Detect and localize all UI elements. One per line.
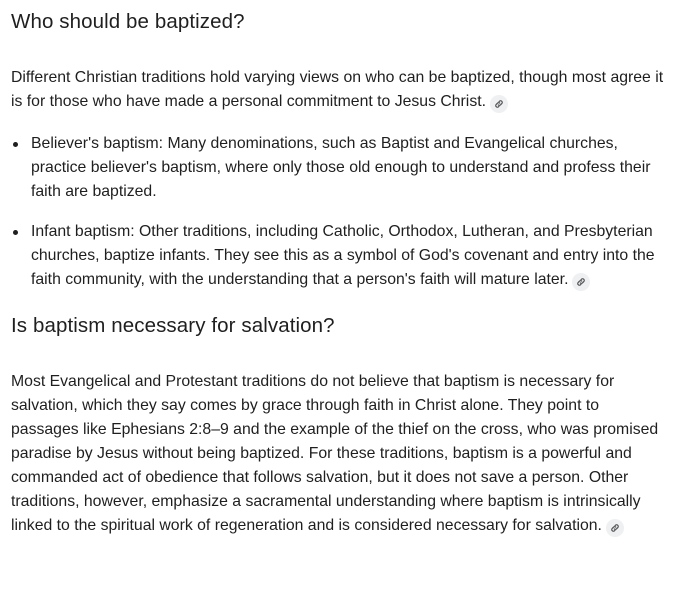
section-body-paragraph bbox=[11, 370, 669, 538]
section-heading-who: Who should be baptized? bbox=[11, 10, 245, 33]
list-item-text: Many denominations, such as Baptist and Evangelical churches, practice believer's baptism, where only those old enough to understand and profess their faith are baptized. bbox=[31, 135, 651, 200]
intro-text: Different Christian traditions hold varying views on who can be baptized, though most agree it is for those who have made a personal commitment to Jesus Christ. bbox=[11, 69, 664, 110]
section-intro-paragraph bbox=[11, 66, 669, 114]
list-item-infant-baptism bbox=[11, 220, 669, 292]
list-item-text: Other traditions, including Catholic, Orthodox, Lutheran, and Presbyterian churches, baptize infants. They see this as a symbol of God's covenant and entry into the faith community, with the understanding that a person's faith will mature later. bbox=[31, 223, 655, 288]
baptism-types-list bbox=[11, 132, 669, 292]
section-heading-salvation: Is baptism necessary for salvation? bbox=[11, 314, 335, 337]
list-item-term: Believer's baptism: bbox=[31, 135, 164, 152]
source-link-icon[interactable] bbox=[606, 519, 624, 537]
list-item-term: Infant baptism: bbox=[31, 223, 135, 240]
list-item-believers-baptism bbox=[11, 132, 669, 204]
source-link-icon[interactable] bbox=[572, 273, 590, 291]
source-link-icon[interactable] bbox=[490, 95, 508, 113]
body-text: Most Evangelical and Protestant traditions do not believe that baptism is necessary for salvation, which they say comes by grace through faith in Christ alone. They point to passages like Ephesians 2:8–9 and the example of the thief on the cross, who was promised paradise by Jesus without being baptized. For these traditions, baptism is a powerful and commanded act of obedience that follows salvation, but it does not save a person. Other traditions, however, emphasize a sacramental understanding where baptism is intrinsically linked to the spiritual work of regeneration and is considered necessary for salvation. bbox=[11, 373, 659, 534]
